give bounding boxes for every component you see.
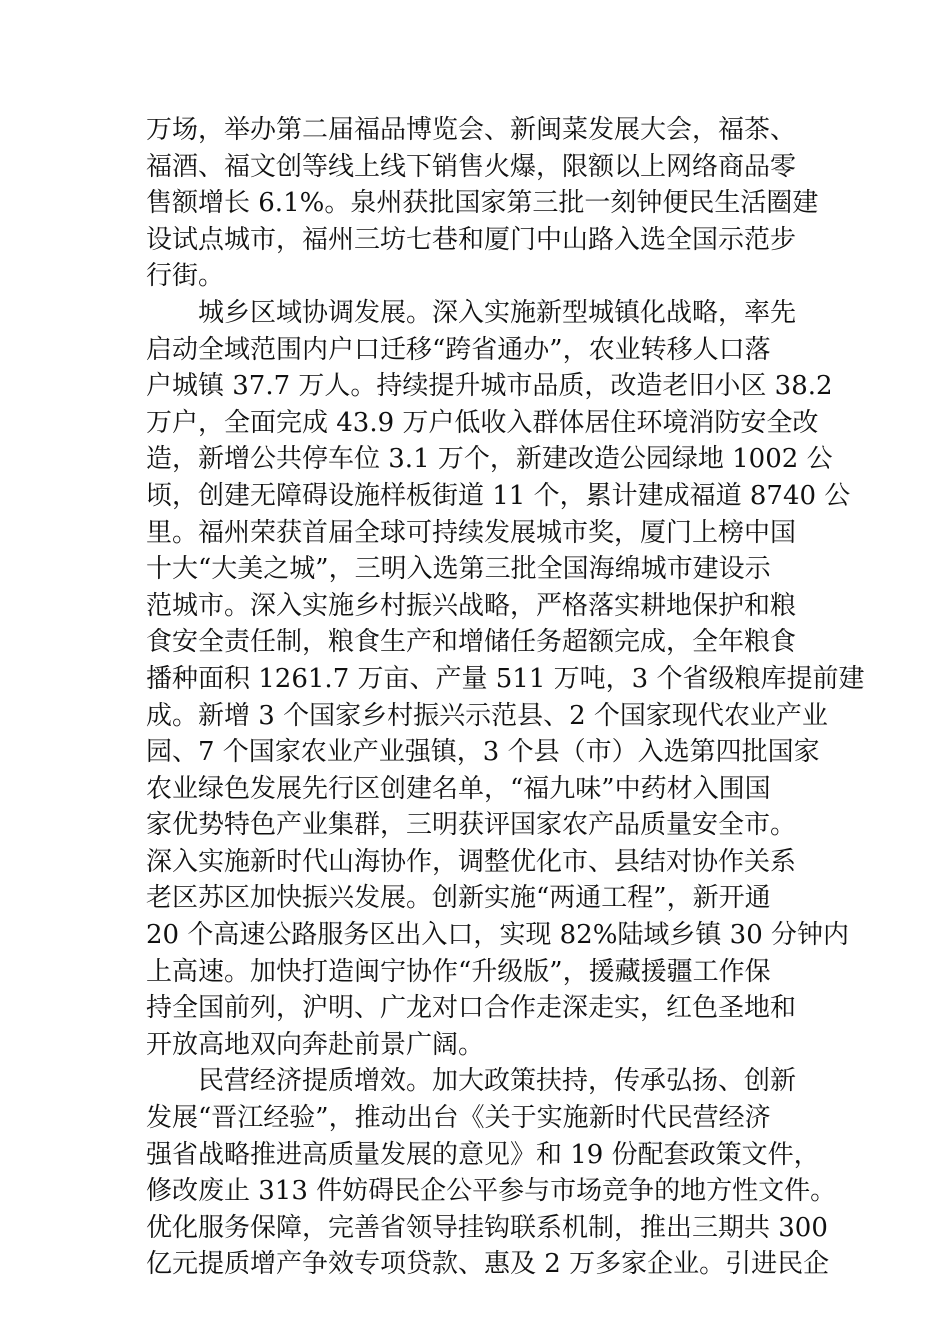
text-line: 发展“晋江经验”，推动出台《关于实施新时代民营经济 [146, 1103, 771, 1134]
text-line: 福酒、福文创等线上线下销售火爆，限额以上网络商品零 [146, 151, 797, 182]
text-line: 持全国前列，沪明、广龙对口合作走深走实，红色圣地和 [146, 993, 797, 1024]
text-line: 万场，举办第二届福品博览会、新闽菜发展大会，福茶、 [146, 115, 797, 145]
text-line: 家优势特色产业集群，三明获评国家农产品质量安全市。 [146, 810, 797, 841]
text-line: 成。新增 3 个国家乡村振兴示范县、2 个国家现代农业产业 [146, 700, 828, 731]
text-line: 启动全域范围内户口迁移“跨省通办”，农业转移人口落 [146, 334, 771, 365]
text-line: 上高速。加快打造闽宁协作“升级版”，援藏援疆工作保 [146, 956, 771, 987]
text-line: 20 个高速公路服务区出入口，实现 82%陆域乡镇 30 分钟内 [146, 920, 850, 951]
body-text [146, 112, 865, 1283]
text-line: 设试点城市，福州三坊七巷和厦门中山路入选全国示范步 [146, 224, 797, 255]
text-line: 行街。 [146, 261, 225, 292]
text-line: 十大“大美之城”，三明入选第三批全国海绵城市建设示 [146, 554, 771, 585]
text-line: 范城市。深入实施乡村振兴战略，严格落实耕地保护和粮 [146, 590, 797, 621]
text-line: 强省战略推进高质量发展的意见》和 19 份配套政策文件， [146, 1139, 820, 1170]
text-line: 食安全责任制，粮食生产和增储任务超额完成，全年粮食 [146, 627, 797, 658]
text-line: 里。福州荣获首届全球可持续发展城市奖，厦门上榜中国 [146, 517, 797, 548]
text-line: 播种面积 1261.7 万亩、产量 511 万吨，3 个省级粮库提前建 [146, 663, 865, 694]
text-line: 售额增长 6.1%。泉州获批国家第三批一刻钟便民生活圈建 [146, 188, 819, 219]
text-line: 农业绿色发展先行区创建名单，“福九味”中药材入围国 [146, 773, 771, 804]
paragraph-start-line: 城乡区域协调发展。深入实施新型城镇化战略，率先 [198, 297, 797, 328]
text-line: 老区苏区加快振兴发展。创新实施“两通工程”，新开通 [146, 883, 771, 914]
text-line: 修改废止 313 件妨碍民企公平参与市场竞争的地方性文件。 [146, 1176, 837, 1207]
text-line: 户城镇 37.7 万人。持续提升城市品质，改造老旧小区 38.2 [146, 371, 833, 402]
text-line: 顷，创建无障碍设施样板街道 11 个，累计建成福道 8740 公 [146, 480, 851, 511]
text-line: 开放高地双向奔赴前景广阔。 [146, 1029, 485, 1060]
text-line: 造，新增公共停车位 3.1 万个，新建改造公园绿地 1002 公 [146, 444, 833, 475]
text-line: 深入实施新时代山海协作，调整优化市、县结对协作关系 [146, 846, 797, 877]
text-line: 亿元提质增产争效专项贷款、惠及 2 万多家企业。引进民企 [146, 1249, 830, 1280]
paragraph-start-line: 民营经济提质增效。加大政策扶持，传承弘扬、创新 [198, 1066, 797, 1097]
text-line: 园、7 个国家农业产业强镇，3 个县（市）入选第四批国家 [146, 737, 820, 768]
text-line: 优化服务保障，完善省领导挂钩联系机制，推出三期共 300 [146, 1212, 828, 1243]
text-line: 万户，全面完成 43.9 万户低收入群体居住环境消防安全改 [146, 407, 819, 438]
